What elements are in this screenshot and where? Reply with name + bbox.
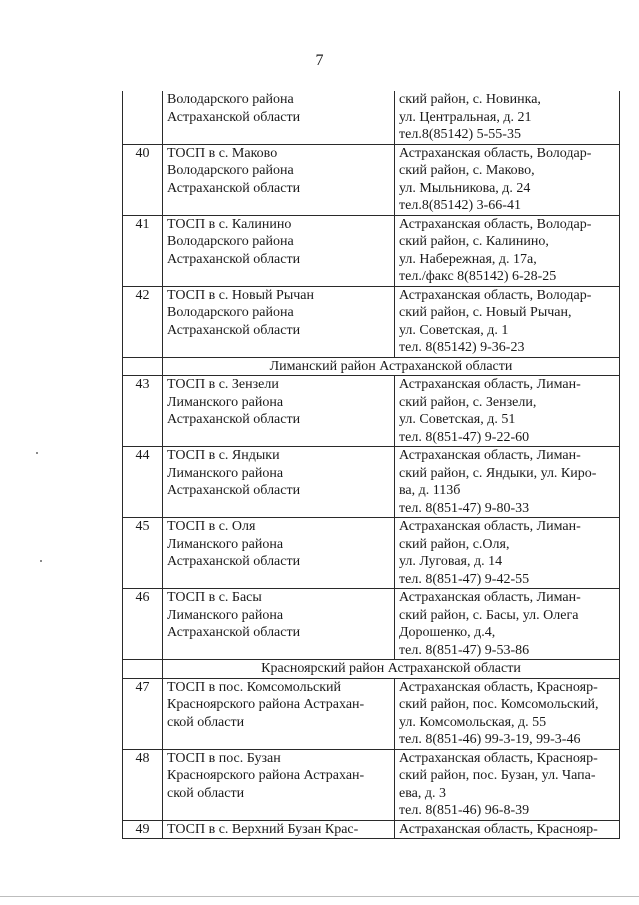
office-name-cell [163,286,395,357]
text-line: Астраханской области [167,109,301,125]
text-line: ской области [167,785,245,801]
address-cell [395,820,620,839]
text-line: ева, д. 3 [399,785,446,801]
address-cell [395,376,620,447]
section-heading: Красноярский район Астраханской области [163,660,620,679]
table-row [123,749,620,820]
table-row [123,589,620,660]
office-name-cell [163,144,395,215]
text-line: Астраханской области [167,412,301,427]
text-line: Володарского района [167,234,294,249]
text-line: ТОСП в с. Зензели [167,377,279,392]
row-number: 48 [123,749,163,820]
row-number: 49 [123,820,163,839]
row-number [123,91,163,144]
text-line: Лиманского района [167,607,284,623]
text-line: Астраханская область, Краснояр- [399,821,598,837]
text-line: ТОСП в с. Калинино [167,216,292,232]
text-line: ул. Советская, д. 1 [399,322,509,338]
text-line: ТОСП в с. Басы [167,590,262,605]
text-line: тел. 8(851-47) 9-22-60 [399,429,530,445]
office-name-cell [163,376,395,447]
text-line: ский район, с. Басы, ул. Олега [399,607,579,623]
table-row [123,447,620,518]
text-line: тел. 8(851-47) 9-42-55 [399,571,530,587]
text-line: Астраханской области [167,180,301,196]
text-line: ский район, пос. Бузан, ул. Чапа- [399,768,596,783]
text-line: ул. Набережная, д. 17а, [399,251,537,267]
office-name-cell [163,518,395,589]
text-line: ской области [167,714,245,730]
text-line: ский район, с. Маково, [399,163,535,178]
text-line: Астраханская область, Володар- [399,145,592,161]
text-line: Лиманского района [167,536,284,552]
table-row [123,215,620,286]
table-row [123,376,620,447]
section-number-cell [123,357,163,376]
address-cell [395,215,620,286]
text-line: Дорошенко, д.4, [399,625,496,640]
text-line: ский район, с. Зензели, [399,394,537,410]
page-number: 7 [315,52,324,69]
text-line: ский район, с. Яндыки, ул. Киро- [399,465,597,481]
text-line: тел. 8(851-46) 99-3-19, 99-3-46 [399,732,581,747]
text-line: ский район, с. Новинка, [399,92,541,107]
text-line: тел. 8(85142) 9-36-23 [399,340,525,355]
text-line: Володарского района [167,305,294,320]
text-line: ва, д. 113б [399,483,461,498]
address-cell [395,678,620,749]
text-line: тел.8(85142) 3-66-41 [399,198,521,213]
address-cell [395,91,620,144]
text-line: ул. Мыльникова, д. 24 [399,180,531,196]
text-line: Астраханской области [167,322,301,338]
section-number-cell [123,660,163,679]
text-line: Володарского района [167,163,294,178]
text-line: ский район, с. Калинино, [399,234,549,249]
table-row [123,518,620,589]
row-number: 40 [123,144,163,215]
text-line: Астраханская область, Лиман- [399,519,581,534]
text-line: Красноярского района Астрахан- [167,697,365,712]
text-line: ул. Луговая, д. 14 [399,554,503,569]
text-line: Лиманского района [167,465,284,481]
text-line: Астраханской области [167,483,301,498]
office-name-cell [163,820,395,839]
address-cell [395,144,620,215]
text-line: тел./факс 8(85142) 6-28-25 [399,269,557,284]
text-line: ский район, с.Оля, [399,536,510,552]
address-cell [395,286,620,357]
row-number: 42 [123,286,163,357]
section-row [123,660,620,679]
text-line: Астраханской области [167,251,301,267]
row-number: 43 [123,376,163,447]
text-line: ТОСП в с. Яндыки [167,448,280,463]
section-heading: Лиманский район Астраханской области [163,357,620,376]
office-name-cell [163,91,395,144]
office-name-cell [163,589,395,660]
text-line: Астраханская область, Лиман- [399,448,581,463]
table-row [123,144,620,215]
scan-bottom-edge [0,896,639,897]
tosp-address-table [122,91,620,839]
row-number: 44 [123,447,163,518]
text-line: ТОСП в с. Маково [167,145,278,161]
row-number: 46 [123,589,163,660]
text-line: Астраханская область, Лиман- [399,377,581,392]
text-line: тел. 8(851-47) 9-80-33 [399,500,530,516]
office-name-cell [163,749,395,820]
text-line: ТОСП в с. Новый Рычан [167,287,314,303]
text-line: Астраханская область, Краснояр- [399,750,598,766]
text-line: Астраханская область, Лиман- [399,590,581,605]
text-line: ТОСП в пос. Бузан [167,750,281,766]
text-line: Астраханской области [167,625,301,640]
scan-speck [36,452,38,454]
row-number: 41 [123,215,163,286]
office-name-cell [163,447,395,518]
address-cell [395,589,620,660]
text-line: ул. Центральная, д. 21 [399,109,532,125]
text-line: ул. Советская, д. 51 [399,412,516,427]
table-row [123,678,620,749]
address-cell [395,518,620,589]
text-line: Астраханской области [167,554,301,569]
table-row [123,286,620,357]
text-line: Астраханская область, Краснояр- [399,679,598,695]
text-line: тел.8(85142) 5-55-35 [399,127,521,142]
text-line: ский район, пос. Комсомольский, [399,697,599,712]
text-line: ТОСП в с. Верхний Бузан Крас- [167,821,359,837]
section-row [123,357,620,376]
text-line: ский район, с. Новый Рычан, [399,305,572,320]
table-row [123,820,620,839]
text-line: Лиманского района [167,394,284,410]
text-line: ул. Комсомольская, д. 55 [399,714,547,730]
text-line: Красноярского района Астрахан- [167,768,365,783]
address-cell [395,447,620,518]
text-line: Володарского района [167,92,294,107]
office-name-cell [163,678,395,749]
text-line: тел. 8(851-47) 9-53-86 [399,642,530,658]
text-line: ТОСП в пос. Комсомольский [167,679,341,695]
scan-speck [40,560,42,562]
row-number: 47 [123,678,163,749]
text-line: ТОСП в с. Оля [167,519,256,534]
text-line: тел. 8(851-46) 96-8-39 [399,803,530,818]
address-cell [395,749,620,820]
text-line: Астраханская область, Володар- [399,216,592,232]
office-name-cell [163,215,395,286]
text-line: Астраханская область, Володар- [399,287,592,303]
row-number: 45 [123,518,163,589]
table-row [123,91,620,144]
